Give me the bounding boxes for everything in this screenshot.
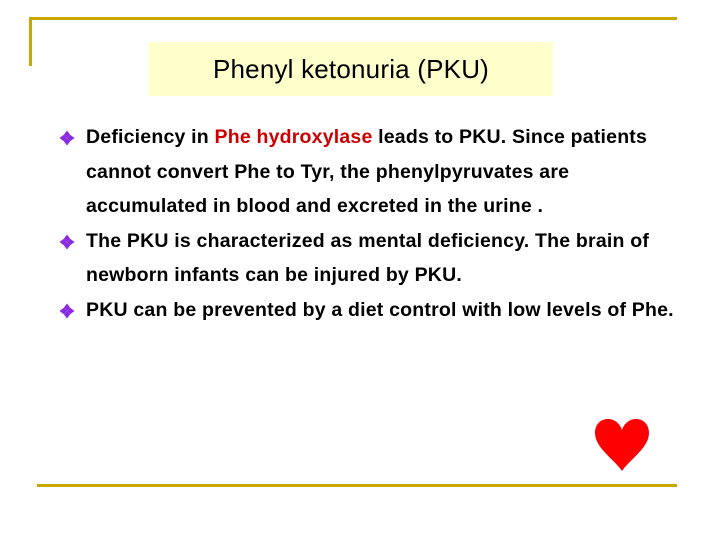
frame-left-line bbox=[29, 17, 32, 66]
bullet-list bbox=[59, 120, 679, 327]
bullet-item bbox=[59, 293, 679, 328]
heart-icon bbox=[593, 418, 651, 472]
bullet-text-continued: leads to PKU. Since patients cannot convert Phe to Tyr, the phenylpyruvates are accumulated in blood and excreted in the urine . bbox=[86, 126, 648, 217]
frame-bottom-line bbox=[37, 484, 677, 487]
bullet-item bbox=[59, 120, 679, 224]
diamond-bullet-icon bbox=[59, 234, 75, 250]
frame-top-line bbox=[29, 17, 677, 20]
bullet-text: The PKU is characterized as mental deficiency. The brain of newborn infants can be injured by PKU. bbox=[86, 229, 650, 286]
diamond-bullet-icon bbox=[59, 303, 75, 319]
diamond-bullet-icon bbox=[59, 130, 75, 146]
title-box bbox=[149, 42, 553, 96]
bullet-text: PKU can be prevented by a diet control with low levels of Phe. bbox=[86, 298, 674, 321]
slide-title: Phenyl ketonuria (PKU) bbox=[212, 53, 490, 84]
bullet-highlight-text: Phe hydroxylase bbox=[214, 126, 373, 148]
bullet-text: Deficiency in bbox=[86, 126, 215, 148]
bullet-item bbox=[59, 224, 679, 293]
